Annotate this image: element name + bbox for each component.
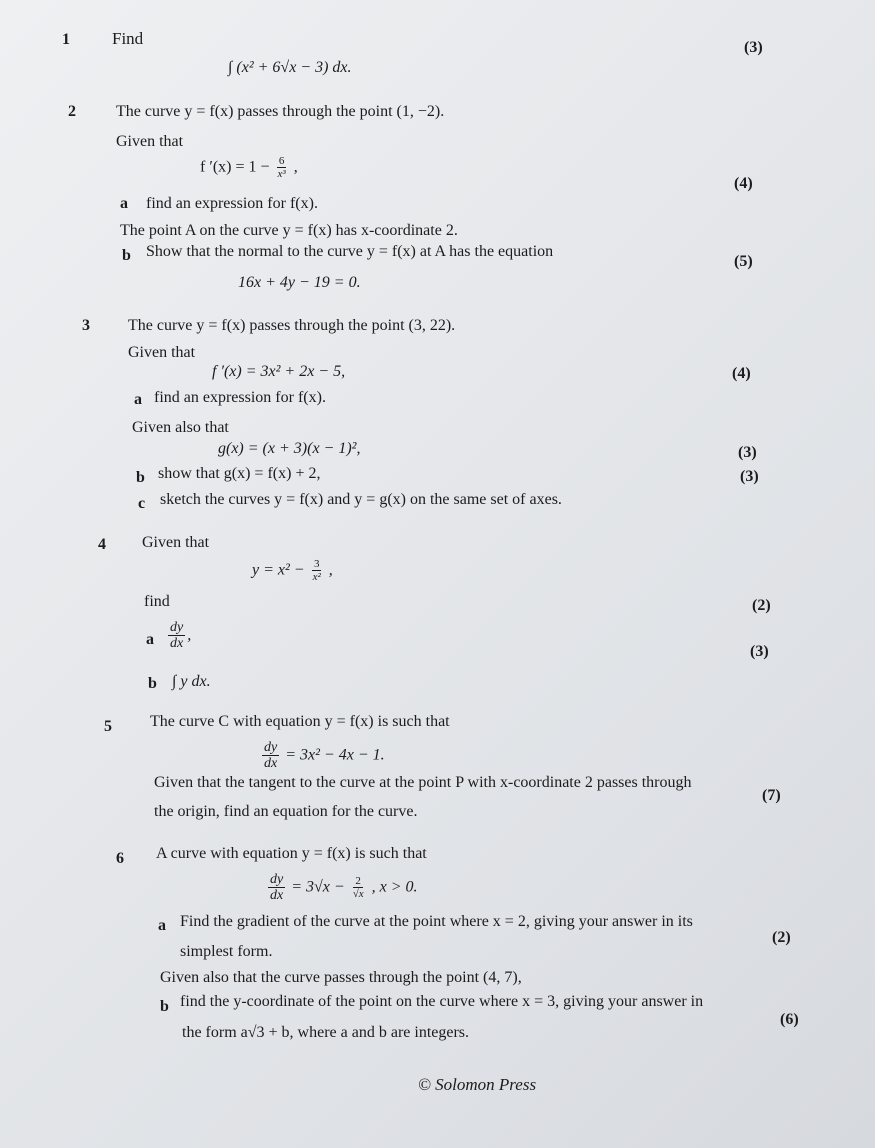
q6b-label: b [160, 998, 169, 1015]
q5-text-line2: the origin, find an equation for the curve. [154, 803, 418, 820]
q6-intro: A curve with equation y = f(x) is such that [156, 845, 427, 862]
q2-given: Given that [116, 133, 184, 150]
q3a-marks: (4) [732, 365, 751, 382]
q3-number: 3 [82, 317, 90, 334]
q4a-denominator: dx [170, 636, 184, 652]
q5-marks: (7) [762, 787, 781, 804]
q3-g-marks: (3) [738, 444, 757, 461]
q2-derivative-tail: , [293, 158, 298, 176]
q4a-derivative [166, 620, 191, 652]
q2a-label: a [120, 195, 128, 212]
q6a-text-line2: simplest form. [180, 943, 273, 960]
q2b-text: Show that the normal to the curve y = f(x) at A has the equation [146, 243, 554, 260]
q5-intro: The curve C with equation y = f(x) is such that [150, 713, 450, 730]
q6-derivative-numerator: dy [270, 872, 284, 887]
q6-derivative-denominator2: √x [352, 888, 364, 901]
q6b-text-line2: the form a√3 + b, where a and b are integers. [182, 1024, 470, 1041]
q4-equation-fraction [311, 558, 323, 583]
q4b-integral: ∫ y dx. [172, 673, 211, 690]
q6a-label: a [158, 917, 166, 934]
q5-number: 5 [104, 718, 112, 735]
q6-derivative-denominator: dx [270, 888, 284, 904]
q4-find: find [144, 593, 170, 610]
q4a-tail: , [187, 626, 192, 644]
q3c-text: sketch the curves y = f(x) and y = g(x) on the same set of axes. [160, 491, 562, 508]
q4-given: Given that [142, 534, 210, 551]
q5-derivative-denominator: dx [264, 756, 278, 772]
q1-expression: ∫ (x² + 6√x − 3) dx. [228, 59, 352, 76]
q4-equation-lhs: y = x² − [252, 561, 305, 579]
q1-number: 1 [62, 31, 70, 48]
copyright-footer: © Solomon Press [418, 1075, 537, 1094]
q4-equation-tail: , [328, 561, 333, 579]
q3-g-equation: g(x) = (x + 3)(x − 1)², [218, 440, 361, 457]
q3b-marks: (3) [740, 468, 759, 485]
q2-derivative-fraction [276, 155, 288, 180]
q6-derivative-numerator2: 2 [355, 875, 361, 888]
q5-derivative [260, 740, 385, 772]
q4a-numerator: dy [170, 620, 184, 635]
q4-number: 4 [98, 536, 106, 553]
q4b-marks: (3) [750, 643, 769, 660]
q3b-label: b [136, 469, 145, 486]
q5-derivative-rhs: = 3x² − 4x − 1. [285, 746, 385, 764]
q6-derivative [266, 872, 418, 904]
q5-derivative-numerator: dy [264, 740, 278, 755]
q4b-label: b [148, 675, 157, 692]
q4a-marks: (2) [752, 597, 771, 614]
q3-intro: The curve y = f(x) passes through the point (3, 22). [128, 317, 456, 334]
q2-intro: The curve y = f(x) passes through the point (1, −2). [116, 103, 445, 120]
q2b-marks: (5) [734, 253, 753, 270]
q1-marks: (3) [744, 39, 763, 56]
q2-point-a: The point A on the curve y = f(x) has x-coordinate 2. [120, 222, 458, 239]
q6b-text-line1: find the y-coordinate of the point on the curve where x = 3, giving your answer in [180, 993, 704, 1010]
q6-derivative-middle: = 3√x − [291, 878, 345, 896]
q6-derivative-tail: , x > 0. [371, 878, 418, 896]
q3-given: Given that [128, 344, 196, 361]
q2b-equation: 16x + 4y − 19 = 0. [238, 274, 361, 291]
q4-equation-numerator: 3 [313, 558, 320, 570]
q6a-marks: (2) [772, 929, 791, 946]
q3b-text: show that g(x) = f(x) + 2, [158, 465, 321, 482]
q3-given-also: Given also that [132, 419, 229, 436]
q3a-text: find an expression for f(x). [154, 389, 326, 406]
q6b-marks: (6) [780, 1011, 799, 1028]
q6-number: 6 [116, 850, 124, 867]
q2-derivative-lhs: f ′(x) = 1 − [200, 158, 270, 176]
q5-derivative-fraction [262, 740, 279, 772]
q6-given-also: Given also that the curve passes through the point (4, 7), [160, 969, 522, 986]
q2-derivative-denominator: x³ [277, 168, 286, 181]
q2a-text: find an expression for f(x). [146, 195, 318, 212]
q3-derivative: f ′(x) = 3x² + 2x − 5, [212, 363, 346, 380]
q2b-label: b [122, 247, 131, 264]
q4a-label: a [146, 631, 154, 648]
q4-equation-denominator: x² [312, 571, 321, 584]
q6a-text-line1: Find the gradient of the curve at the point where x = 2, giving your answer in its [180, 913, 693, 930]
q4a-fraction [168, 620, 185, 652]
q2-number: 2 [68, 103, 76, 120]
q5-text-line1: Given that the tangent to the curve at the point P with x-coordinate 2 passes through [154, 774, 692, 791]
q2a-marks: (4) [734, 175, 753, 192]
q4-equation [252, 558, 333, 583]
q3a-label: a [134, 391, 142, 408]
q2-derivative [200, 155, 298, 180]
q6-derivative-fraction2 [351, 875, 366, 900]
q3c-label: c [138, 495, 146, 512]
q6-derivative-fraction [268, 872, 285, 904]
q2-derivative-numerator: 6 [278, 155, 285, 167]
q1-prompt: Find [112, 29, 144, 48]
